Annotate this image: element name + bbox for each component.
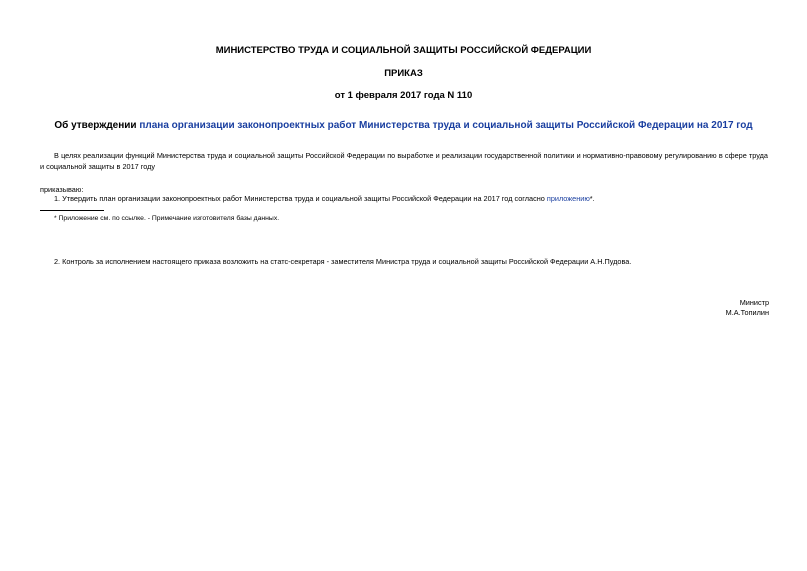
order-item-2: 2. Контроль за исполнением настоящего приказа возложить на статс-секретаря - заместителя Министра труда и социальной защиты Российской Федерации А.Н.Пудова. [54, 257, 632, 266]
footnote: * Приложение см. по ссылке. - Примечание изготовителя базы данных. [54, 215, 280, 222]
preamble-paragraph: В целях реализации функций Министерства труда и социальной защиты Российской Федерации по выработке и реализации государственной политики и нормативно-правовому регулированию в сфере труда и социальной защиты в 2017 году [40, 151, 768, 171]
appendix-link[interactable]: приложению [546, 194, 590, 203]
ministry-heading: МИНИСТЕРСТВО ТРУДА И СОЦИАЛЬНОЙ ЗАЩИТЫ РОССИЙСКОЙ ФЕДЕРАЦИИ [215, 45, 592, 56]
signer-name: М.А.Топилин [725, 308, 769, 317]
footnote-divider [40, 210, 104, 211]
order-word: приказываю: [40, 185, 84, 194]
item-1-text: 1. Утвердить план организации законопроектных работ Министерства труда и социальной защиты Российской Федерации на 2017 год согласно [54, 194, 547, 203]
title-link[interactable]: плана организации законопроектных работ Министерства труда и социальной защиты Российской Федерации на 2017 год [139, 120, 753, 131]
item-1-suffix: *. [589, 194, 595, 203]
date-and-number: от 1 февраля 2017 года N 110 [334, 90, 473, 101]
document-kind: ПРИКАЗ [384, 68, 423, 79]
title-prefix: Об утверждении [54, 120, 140, 131]
order-item-1 [54, 193, 754, 204]
signer-title: Министр [739, 298, 769, 307]
document-title [0, 120, 807, 131]
